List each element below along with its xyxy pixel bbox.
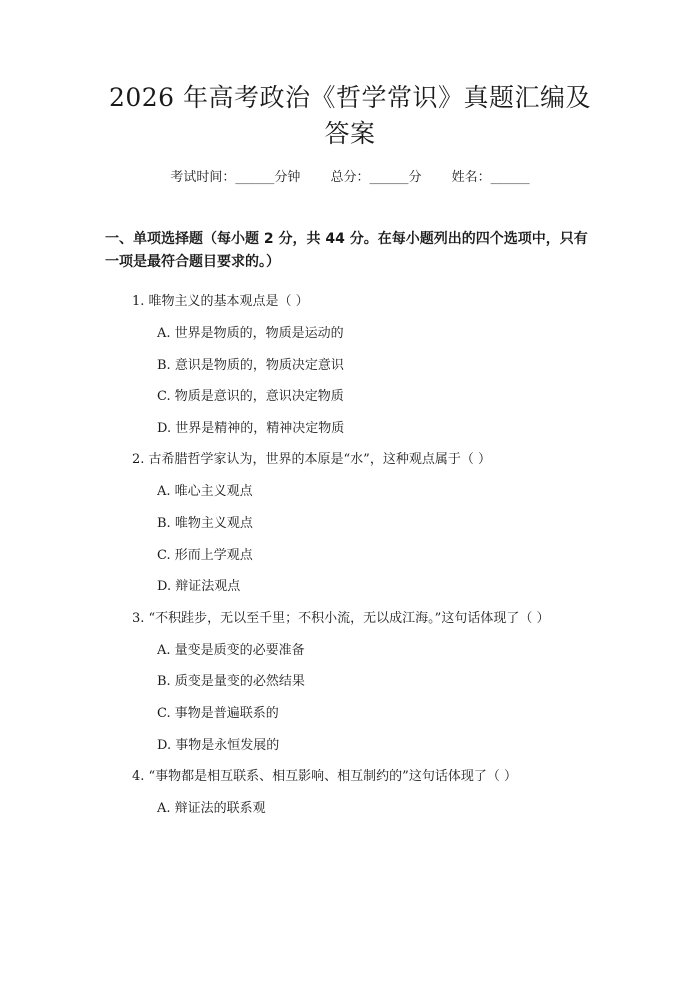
option-a: A. 量变是质变的必要准备	[157, 642, 305, 658]
option-c: C. 形而上学观点	[157, 547, 253, 563]
option-b: B. 唯物主义观点	[157, 515, 253, 531]
option-a: A. 辩证法的联系观	[157, 801, 266, 817]
exam-meta	[105, 168, 595, 188]
option-c: C. 事物是普遍联系的	[157, 705, 279, 721]
question-1	[105, 286, 595, 444]
exam-page	[0, 80, 700, 985]
option-d: D. 世界是精神的，精神决定物质	[157, 420, 345, 436]
question-stem: 2. 古希腊哲学家认为，世界的本原是“水”，这种观点属于（ ）	[132, 452, 491, 468]
option-b: B. 质变是量变的必然结果	[157, 674, 305, 690]
question-list	[105, 286, 595, 825]
section-heading: 一、单项选择题（每小题 2 分，共 44 分。在每小题列出的四个选项中，只有一项是最符合题目要求的。）	[105, 231, 588, 270]
question-4	[105, 761, 595, 825]
option-c: C. 物质是意识的，意识决定物质	[157, 389, 344, 405]
question-3	[105, 603, 595, 761]
student-name-field: 姓名：______	[451, 170, 530, 185]
total-score-field: 总分：______分	[330, 170, 422, 185]
option-a: A. 世界是物质的，物质是运动的	[157, 326, 344, 341]
option-b: B. 意识是物质的，物质决定意识	[157, 357, 344, 373]
question-2	[105, 444, 595, 602]
option-a: A. 唯心主义观点	[157, 484, 253, 500]
question-stem: 3. “不积跬步，无以至千里；不积小流，无以成江海。”这句话体现了（ ）	[132, 610, 550, 626]
exam-time-field: 考试时间：______分钟	[170, 170, 301, 185]
question-stem: 1. 唯物主义的基本观点是（ ）	[132, 294, 309, 309]
option-d: D. 事物是永恒发展的	[157, 737, 280, 753]
option-d: D. 辩证法观点	[157, 579, 241, 595]
document-title: 2026 年高考政治《哲学常识》真题汇编及答案	[108, 83, 592, 148]
question-stem: 4. “事物都是相互联系、相互影响、相互制约的”这句话体现了（ ）	[132, 769, 517, 785]
